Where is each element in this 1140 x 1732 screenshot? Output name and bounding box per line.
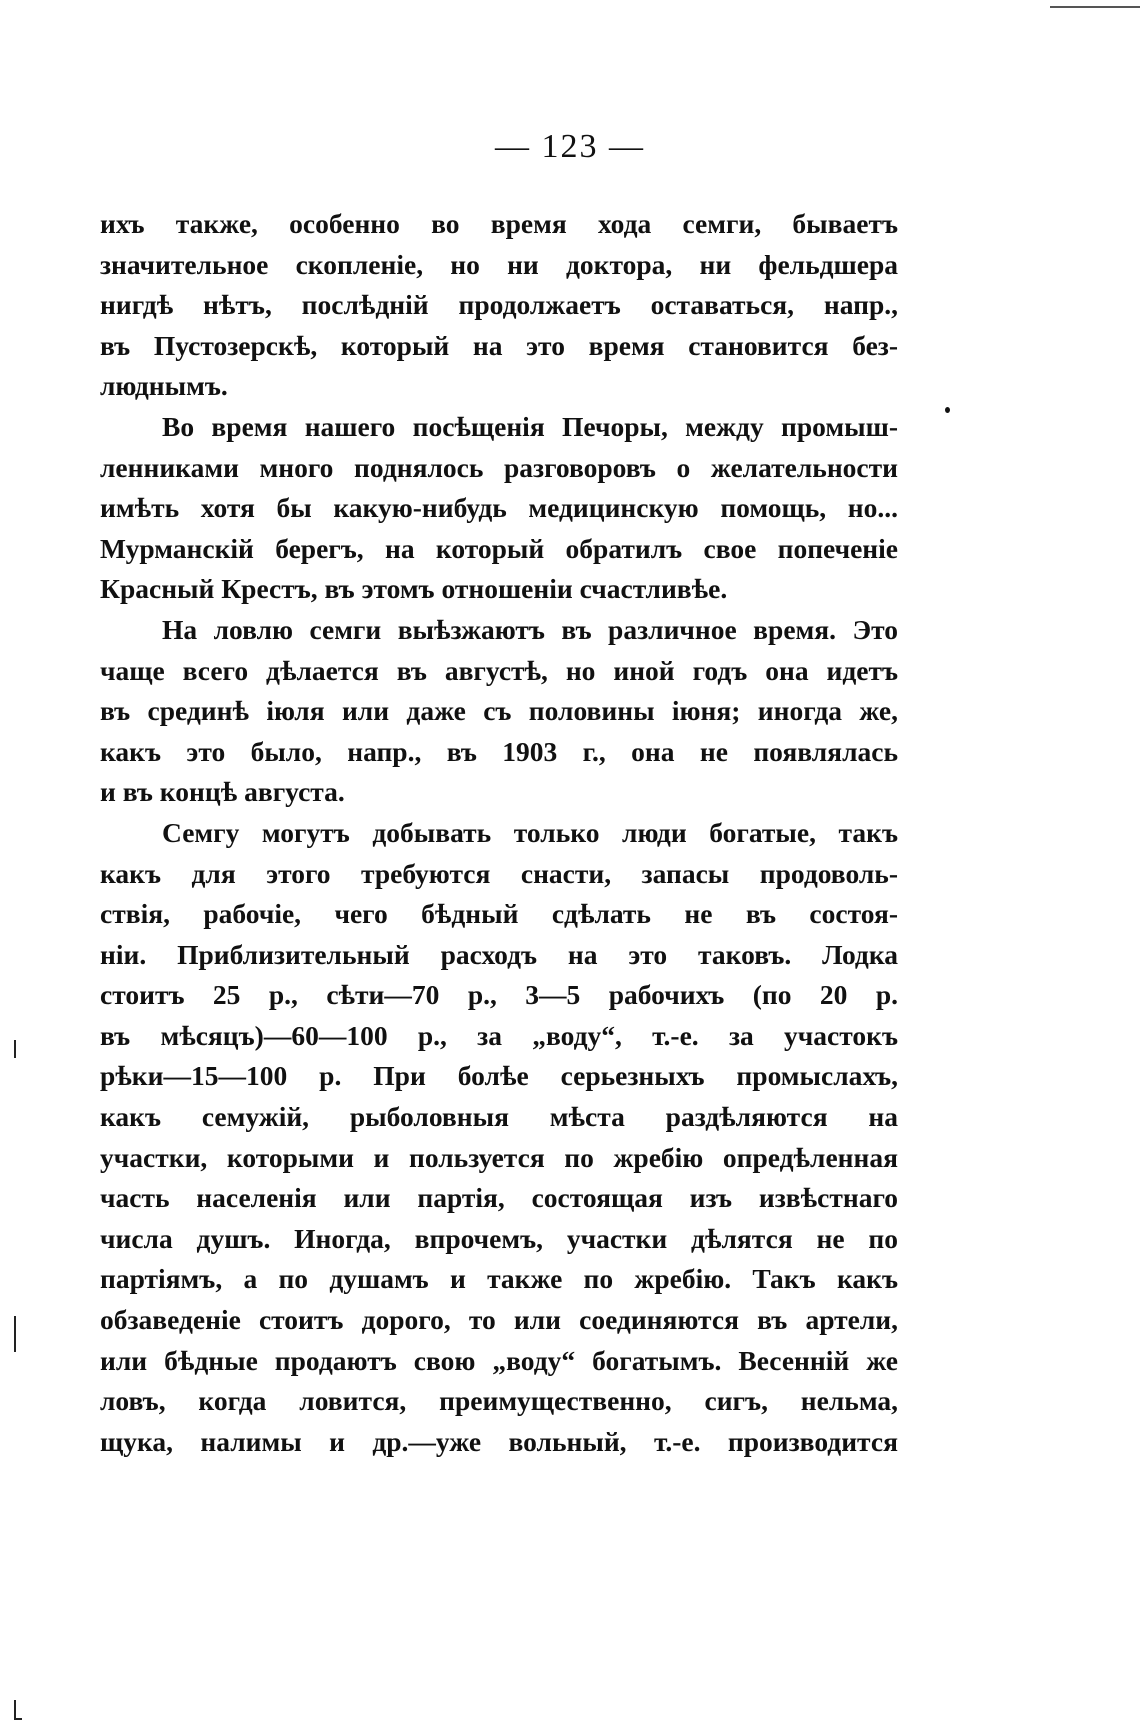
text-line: или бѣдные продаютъ свою „воду“ богатымъ. Весенній же [100, 1344, 898, 1376]
text-line: Во время нашего посѣщенія Печоры, между промыш- [162, 410, 898, 442]
text-line: ихъ также, особенно во время хода семги, бываетъ [100, 208, 898, 239]
paragraph-2 [100, 407, 898, 610]
text-line: люднымъ. [100, 370, 228, 402]
text-line: стоитъ 25 р., сѣти—70 р., 3—5 рабочихъ (по 20 р. [100, 979, 898, 1011]
text-line: въ Пустозерскѣ, который на это время становится без- [100, 329, 898, 361]
text-line: какъ для этого требуются снасти, запасы продоволь- [100, 857, 898, 889]
text-line: обзаведеніе стоитъ дорого, то или соединяются въ артели, [100, 1304, 898, 1336]
text-line: какъ семужій, рыболовныя мѣста раздѣляются на [100, 1101, 898, 1133]
scan-artifact [14, 1718, 22, 1720]
text-line: въ мѣсяцъ)—60—100 р., за „воду“, т.-е. за участокъ [100, 1019, 898, 1051]
text-line: какъ это было, напр., въ 1903 г., она не появлялась [100, 735, 898, 767]
text-line: Красный Крестъ, въ этомъ отношеніи счастливѣе. [100, 573, 728, 605]
text-line: часть населенія или партія, состоящая изъ извѣстнаго [100, 1182, 898, 1214]
ink-speck [945, 407, 950, 413]
text-line: рѣки—15—100 р. При болѣе серьезныхъ промыслахъ, [100, 1060, 898, 1092]
paragraph-4 [100, 813, 898, 1463]
text-line: щука, налимы и др.—уже вольный, т.-е. производится [100, 1425, 898, 1457]
paragraph-1 [100, 204, 898, 407]
text-line: нигдѣ нѣтъ, послѣдній продолжаетъ оставаться, напр., [100, 289, 898, 321]
text-line: имѣть хотя бы какую-нибудь медицинскую помощь, но... [100, 492, 898, 524]
paragraph-3 [100, 610, 898, 813]
text-line: ніи. Приблизительный расходъ на это таковъ. Лодка [100, 938, 898, 970]
scan-artifact [14, 1040, 16, 1058]
text-line: ловъ, когда ловится, преимущественно, сигъ, нельма, [100, 1385, 898, 1417]
text-line: Мурманскій берегъ, на который обратилъ свое попеченіе [100, 532, 898, 564]
page-number: — 123 — [495, 128, 645, 165]
scan-artifact [14, 1316, 16, 1352]
text-line: Семгу могутъ добывать только люди богатые, такъ [162, 816, 898, 848]
text-line: и въ концѣ августа. [100, 776, 345, 808]
text-line: партіямъ, а по душамъ и также по жребію. Такъ какъ [100, 1263, 898, 1295]
scan-artifact [14, 1700, 16, 1720]
text-line: въ срединѣ іюля или даже съ половины іюня; иногда же, [100, 695, 898, 727]
scan-edge-rule [1050, 6, 1140, 8]
text-line: На ловлю семги выѣзжаютъ въ различное время. Это [162, 613, 898, 645]
text-line: значительное скопленіе, но ни доктора, ни фельдшера [100, 248, 898, 280]
text-line: ствія, рабочіе, чего бѣдный сдѣлать не въ состоя- [100, 898, 898, 930]
text-line: участки, которыми и пользуется по жребію опредѣленная [100, 1141, 898, 1173]
text-line: чаще всего дѣлается въ августѣ, но иной годъ она идетъ [100, 654, 898, 686]
text-line: ленниками много поднялось разговоровъ о желательности [100, 451, 898, 483]
body-text [100, 204, 898, 1462]
text-line: числа душъ. Иногда, впрочемъ, участки дѣлятся не по [100, 1222, 898, 1254]
